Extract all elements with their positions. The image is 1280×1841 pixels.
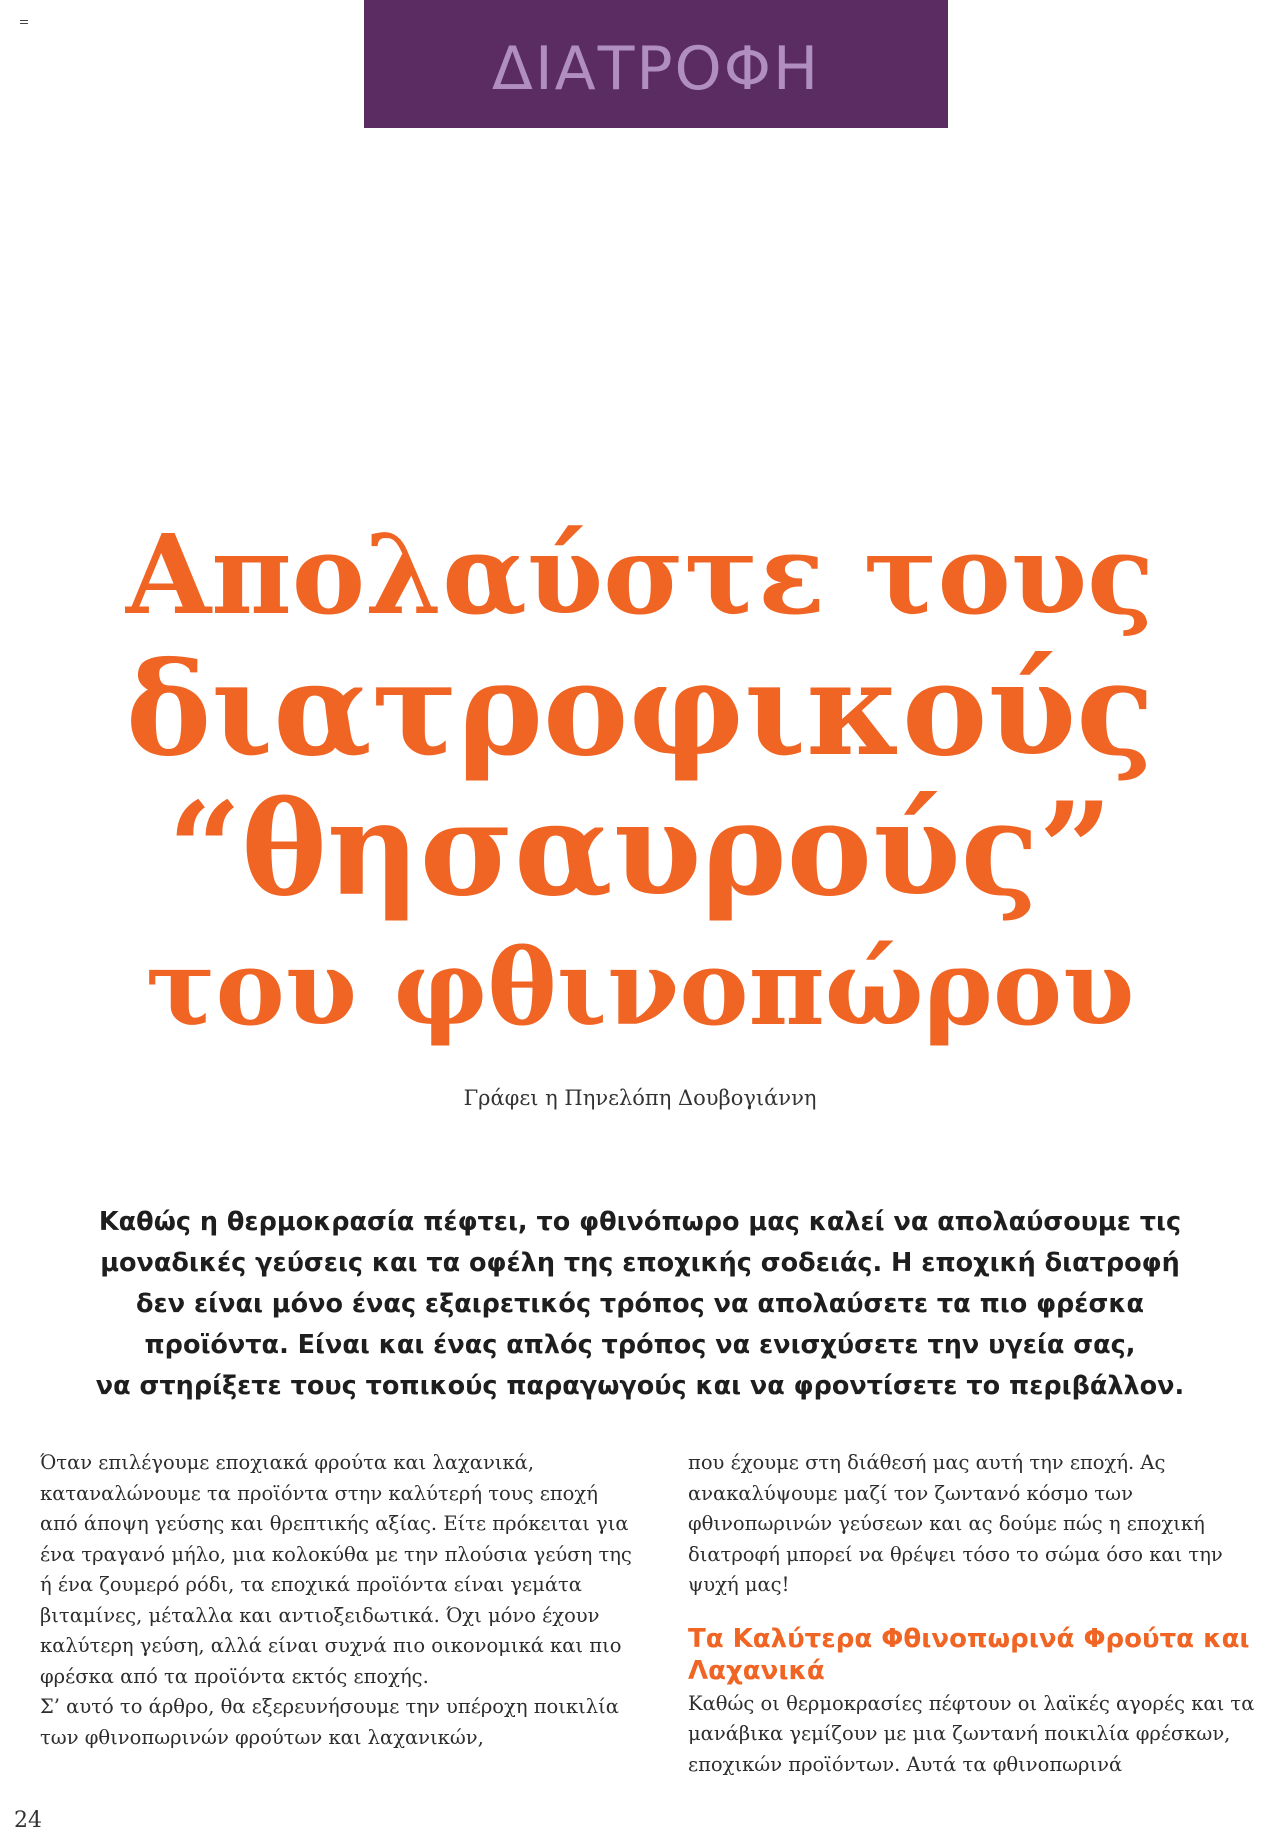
lead-paragraph	[50, 1202, 1230, 1407]
byline: Γράφει η Πηνελόπη Δουβογιάννη	[463, 1086, 817, 1110]
lead-line: μοναδικές γεύσεις και τα οφέλη της εποχικής σοδειάς. Η εποχική διατροφή	[100, 1248, 1180, 1278]
section-banner	[364, 0, 948, 128]
lead-line: Καθώς η θερμοκρασία πέφτει, το φθινόπωρο μας καλεί να απολαύσουμε τις	[98, 1207, 1182, 1237]
body-paragraph: Καθώς οι θερμοκρασίες πέφτουν οι λαϊκές αγορές και τα μανάβικα γεμίζουν με μια ζωντανή ποικιλία φρέσκων, εποχικών προϊόντων. Αυτά τα φθινοπωρινά	[688, 1691, 1255, 1776]
menu-icon[interactable]	[20, 20, 28, 26]
body-paragraph: Όταν επιλέγουμε εποχιακά φρούτα και λαχανικά, καταναλώνουμε τα προϊόντα στην καλύτερή τους εποχή από άποψη γεύσης και θρεπτικής αξίας. Είτε πρόκειται για ένα τραγανό μήλο, μια κολοκύθα με την πλούσια γεύση της ή ένα ζουμερό ρόδι, τα εποχικά προϊόντα είναι γεμάτα βιταμίνες, μέταλλα και αντιοξειδωτικά. Όχι μόνο έχουν καλύτερη γεύση, αλλά είναι συχνά πιο οικονομικά και πιο φρέσκα από τα προϊόντα εκτός εποχής.	[40, 1451, 632, 1688]
article-title	[60, 510, 1220, 1056]
lead-line: να στηρίξετε τους τοπικούς παραγωγούς και να φροντίσετε το περιβάλλον.	[95, 1371, 1185, 1401]
title-line: “θησαυρούς”	[167, 775, 1113, 925]
section-label: ΔΙΑΤΡΟΦΗ	[491, 34, 821, 104]
body-paragraph: που έχουμε στη διάθεσή μας αυτή την εποχή. Ας ανακαλύψουμε μαζί τον ζωντανό κόσμο των φθινοπωρινών γεύσεων και ας δούμε πώς η εποχική διατροφή μπορεί να θρέψει τόσο το σώμα όσο και την ψυχή μας!	[688, 1451, 1223, 1596]
lead-line: δεν είναι μόνο ένας εξαιρετικός τρόπος να απολαύσετε τα πιο φρέσκα	[136, 1289, 1144, 1319]
lead-line: προϊόντα. Είναι και ένας απλός τρόπος να ενισχύσετε την υγεία σας,	[144, 1330, 1136, 1360]
title-line: διατροφικούς	[125, 635, 1155, 785]
section-heading: Τα Καλύτερα Φθινοπωρινά Φρούτα και Λαχανικά	[688, 1623, 1250, 1686]
title-line: Απολαύστε τους	[125, 510, 1155, 639]
body-column-right	[688, 1448, 1268, 1780]
body-paragraph: Σ’ αυτό το άρθρο, θα εξερευνήσουμε την υπέροχη ποικιλία των φθινοπωρινών φρούτων και λαχανικών,	[40, 1695, 619, 1749]
title-line: του φθινοπώρου	[145, 926, 1135, 1049]
page-number: 24	[14, 1808, 42, 1833]
body-column-left	[40, 1448, 640, 1753]
